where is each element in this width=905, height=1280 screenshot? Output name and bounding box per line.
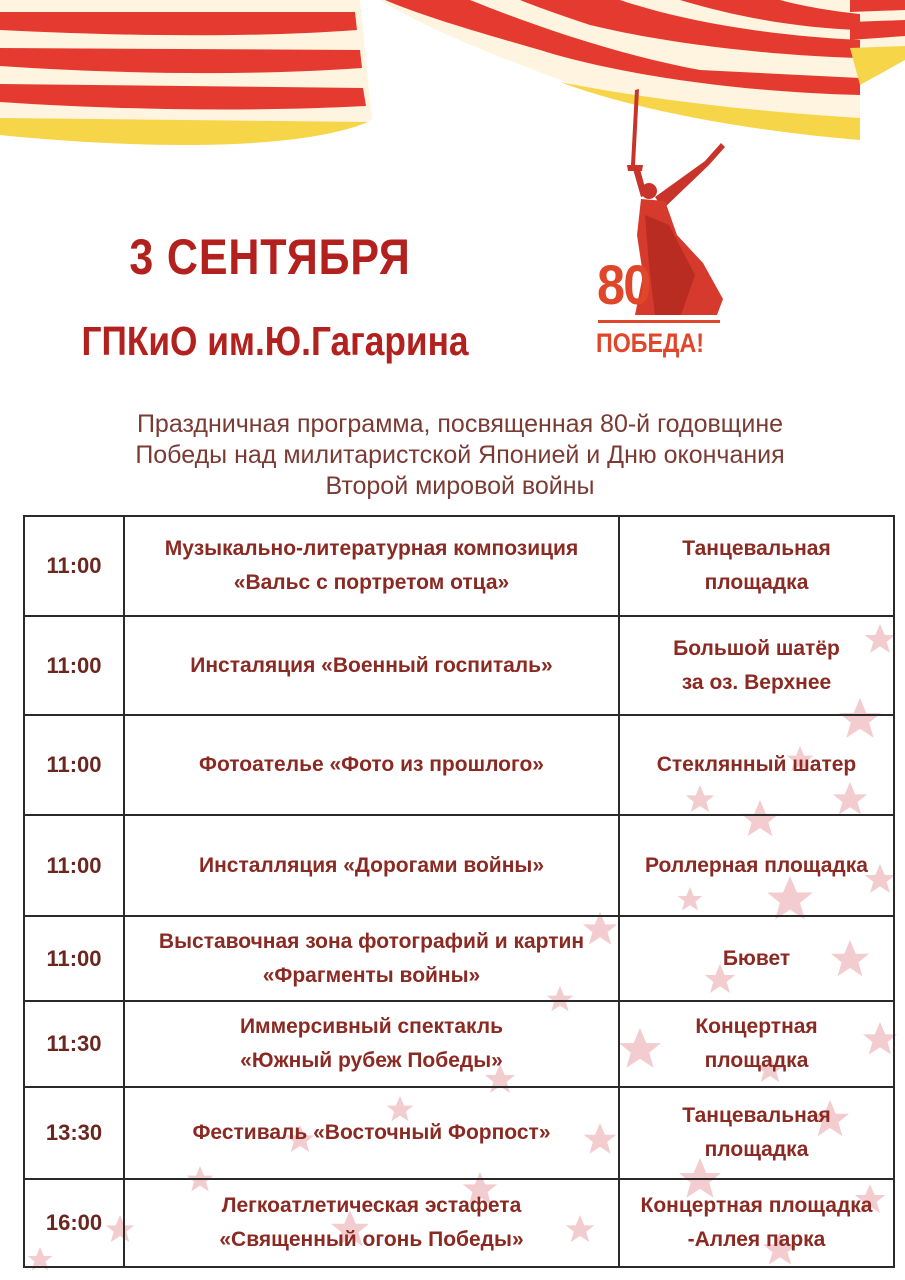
event-location: Танцевальная площадка xyxy=(619,516,894,616)
event-name: Иммерсивный спектакль «Южный рубеж Победы» xyxy=(124,1001,619,1087)
event-date: 3 СЕНТЯБРЯ xyxy=(129,229,411,285)
event-location: Бювет xyxy=(619,916,894,1001)
event-name: Выставочная зона фотографий и картин «Фрагменты войны» xyxy=(124,916,619,1001)
event-location: Концертная площадка xyxy=(619,1001,894,1087)
event-location: Танцевальная площадка xyxy=(619,1087,894,1179)
description-line: Победы над милитаристской Японией и Дню окончания xyxy=(135,441,785,469)
event-name: Инсталяция «Военный госпиталь» xyxy=(124,616,619,715)
table-row xyxy=(24,916,894,1001)
event-name: Легкоатлетическая эстафета «Священный огонь Победы» xyxy=(124,1179,619,1267)
event-name: Инсталляция «Дорогами войны» xyxy=(124,815,619,916)
event-location: Большой шатёр за оз. Верхнее xyxy=(619,616,894,715)
event-time: 13:30 xyxy=(24,1087,124,1179)
emblem-word: ПОБЕДА! xyxy=(596,328,704,358)
event-location: Роллерная площадка xyxy=(619,815,894,916)
program-description xyxy=(20,409,900,502)
event-time: 11:00 xyxy=(24,815,124,916)
event-time: 11:00 xyxy=(24,516,124,616)
event-time: 11:00 xyxy=(24,616,124,715)
event-time: 16:00 xyxy=(24,1179,124,1267)
table-row xyxy=(24,516,894,616)
emblem-number: 80 xyxy=(597,253,650,316)
emblem-divider xyxy=(598,320,720,323)
schedule-table xyxy=(23,515,895,1268)
event-time: 11:00 xyxy=(24,715,124,815)
event-location: Концертная площадка -Аллея парка xyxy=(619,1179,894,1267)
event-name: Фестиваль «Восточный Форпост» xyxy=(124,1087,619,1179)
table-row xyxy=(24,1087,894,1179)
description-line: Второй мировой войны xyxy=(325,472,595,500)
table-row xyxy=(24,815,894,916)
event-location: Стеклянный шатер xyxy=(619,715,894,815)
event-time: 11:00 xyxy=(24,916,124,1001)
event-name: Фотоателье «Фото из прошлого» xyxy=(124,715,619,815)
table-row xyxy=(24,715,894,815)
description-line: Праздничная программа, посвященная 80-й годовщине xyxy=(136,410,784,438)
table-row xyxy=(24,616,894,715)
table-row xyxy=(24,1001,894,1087)
venue-name: ГПКиО им.Ю.Гагарина xyxy=(81,318,469,364)
event-name: Музыкально-литературная композиция «Вальс с портретом отца» xyxy=(124,516,619,616)
event-time: 11:30 xyxy=(24,1001,124,1087)
table-row xyxy=(24,1179,894,1267)
